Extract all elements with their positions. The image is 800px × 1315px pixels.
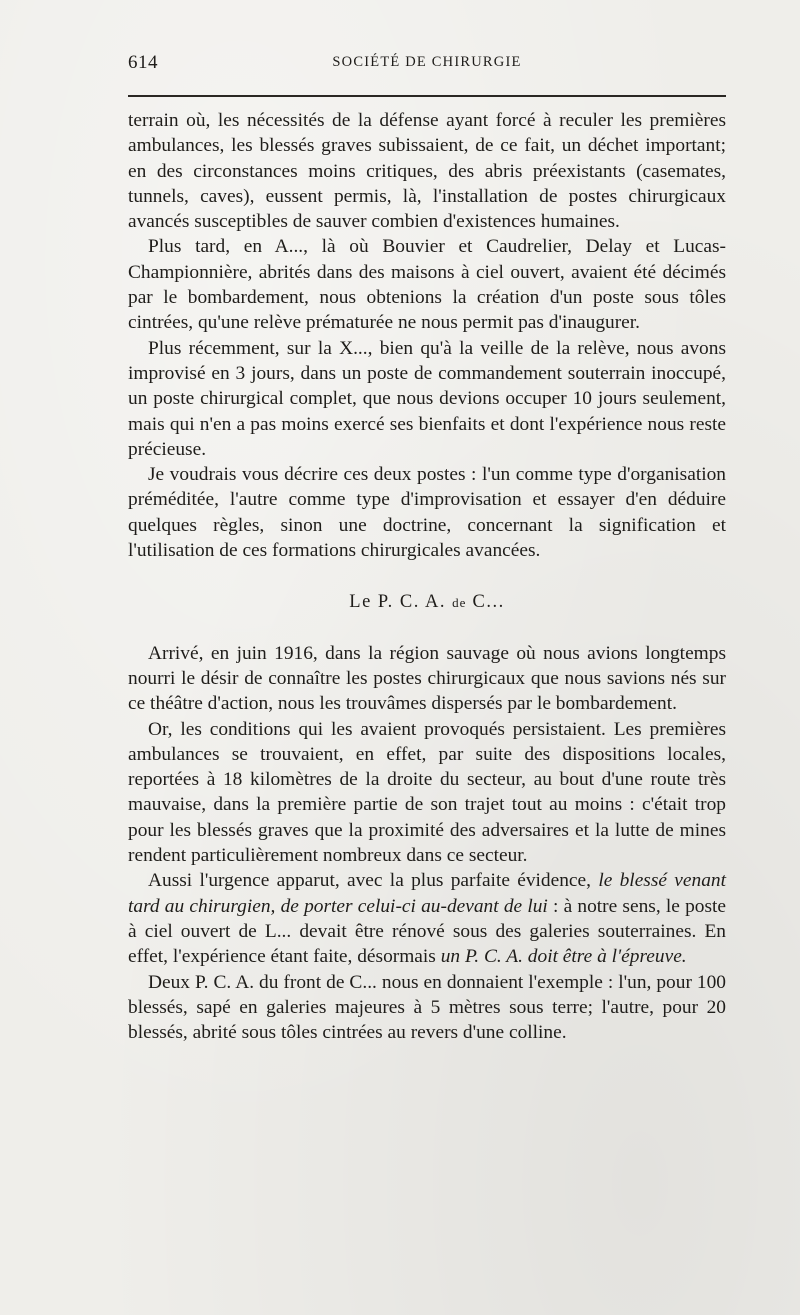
page-number: 614 xyxy=(128,52,158,73)
paragraph-2: Plus tard, en A..., là où Bouvier et Caudrelier, Delay et Lucas-Championnière, abrités dans des maisons à ciel ouvert, avaient été décimés par le bombardement, nous obtenions la création d'un poste sous tôles cintrées, qu'une relève prématurée ne nous permit pas d'inaugurer. xyxy=(128,236,726,334)
section-heading-part-3: C... xyxy=(466,592,505,613)
paragraph-7-text-c: : à notre sens, le poste à ciel ouvert de L... devait être rénové sous des galeries souterraines. En effet, l'expérience étant faite, désormais xyxy=(128,895,726,968)
section-heading-part-1: Le P. C. A. xyxy=(349,592,453,613)
paragraph-7-text-a: Aussi l'urgence apparut, avec la plus parfaite évidence, xyxy=(148,870,599,892)
paragraph-7-italic-b: le blessé venant tard au chirurgien, de porter celui-ci au-devant de lui xyxy=(128,870,726,917)
body-text xyxy=(128,108,726,1045)
section-heading-part-2: de xyxy=(452,595,467,611)
paragraph-8: Deux P. C. A. du front de C... nous en donnaient l'exemple : l'un, pour 100 blessés, sapé en galeries majeures à 5 mètres sous terre; l'autre, pour 20 blessés, abrité sous tôles cintrées au revers d'une colline. xyxy=(128,971,726,1044)
paragraph-4: Je voudrais vous décrire ces deux postes : l'un comme type d'organisation préméditée, l'autre comme type d'improvisation et essayer d'en déduire quelques règles, sinon une doctrine, concernant la signification et l'utilisation de ces formations chirurgicales avancées. xyxy=(128,464,726,562)
paragraph-7-italic-d: un P. C. A. doit être à l'épreuve. xyxy=(440,946,687,968)
header-rule xyxy=(128,95,726,97)
running-head: SOCIÉTÉ DE CHIRURGIE xyxy=(332,54,522,70)
paragraph-7 xyxy=(128,868,726,969)
paragraph-1: terrain où, les nécessités de la défense ayant forcé à reculer les premières ambulances, les blessés graves subissaient, de ce fait, un déchet important; en des circonstances moins critiques, des abris préexistants (casemates, tunnels, caves), eussent permis, là, l'installation de postes chirurgicaux avancés susceptibles de sauver combien d'existences humaines. xyxy=(128,110,726,233)
paragraph-6: Or, les conditions qui les avaient provoqués persistaient. Les premières ambulances se trouvaient, en effet, par suite des dispositions locales, reportées à 18 kilomètres de la droite du secteur, au bout d'une route très mauvaise, dans la première partie de son trajet tout au moins : c'était trop pour les blessés graves que la proximité des adversaires et la lutte de mines rendent particulièrement nombreux dans ce secteur. xyxy=(128,718,726,867)
paragraph-5: Arrivé, en juin 1916, dans la région sauvage où nous avions longtemps nourri le désir de connaître les postes chirurgicaux que nous savions nés sur ce théâtre d'action, nous les trouvâmes dispersés par le bombardement. xyxy=(128,642,726,715)
page-header xyxy=(128,52,726,82)
section-heading xyxy=(128,590,726,615)
paragraph-3: Plus récemment, sur la X..., bien qu'à la veille de la relève, nous avons improvisé en 3 jours, dans un poste de commandement souterrain inoccupé, un poste chirurgical complet, que nous devions occuper 10 jours seulement, mais qui n'en a pas moins exercé ses bienfaits et dont l'expérience nous reste précieuse. xyxy=(128,337,726,460)
